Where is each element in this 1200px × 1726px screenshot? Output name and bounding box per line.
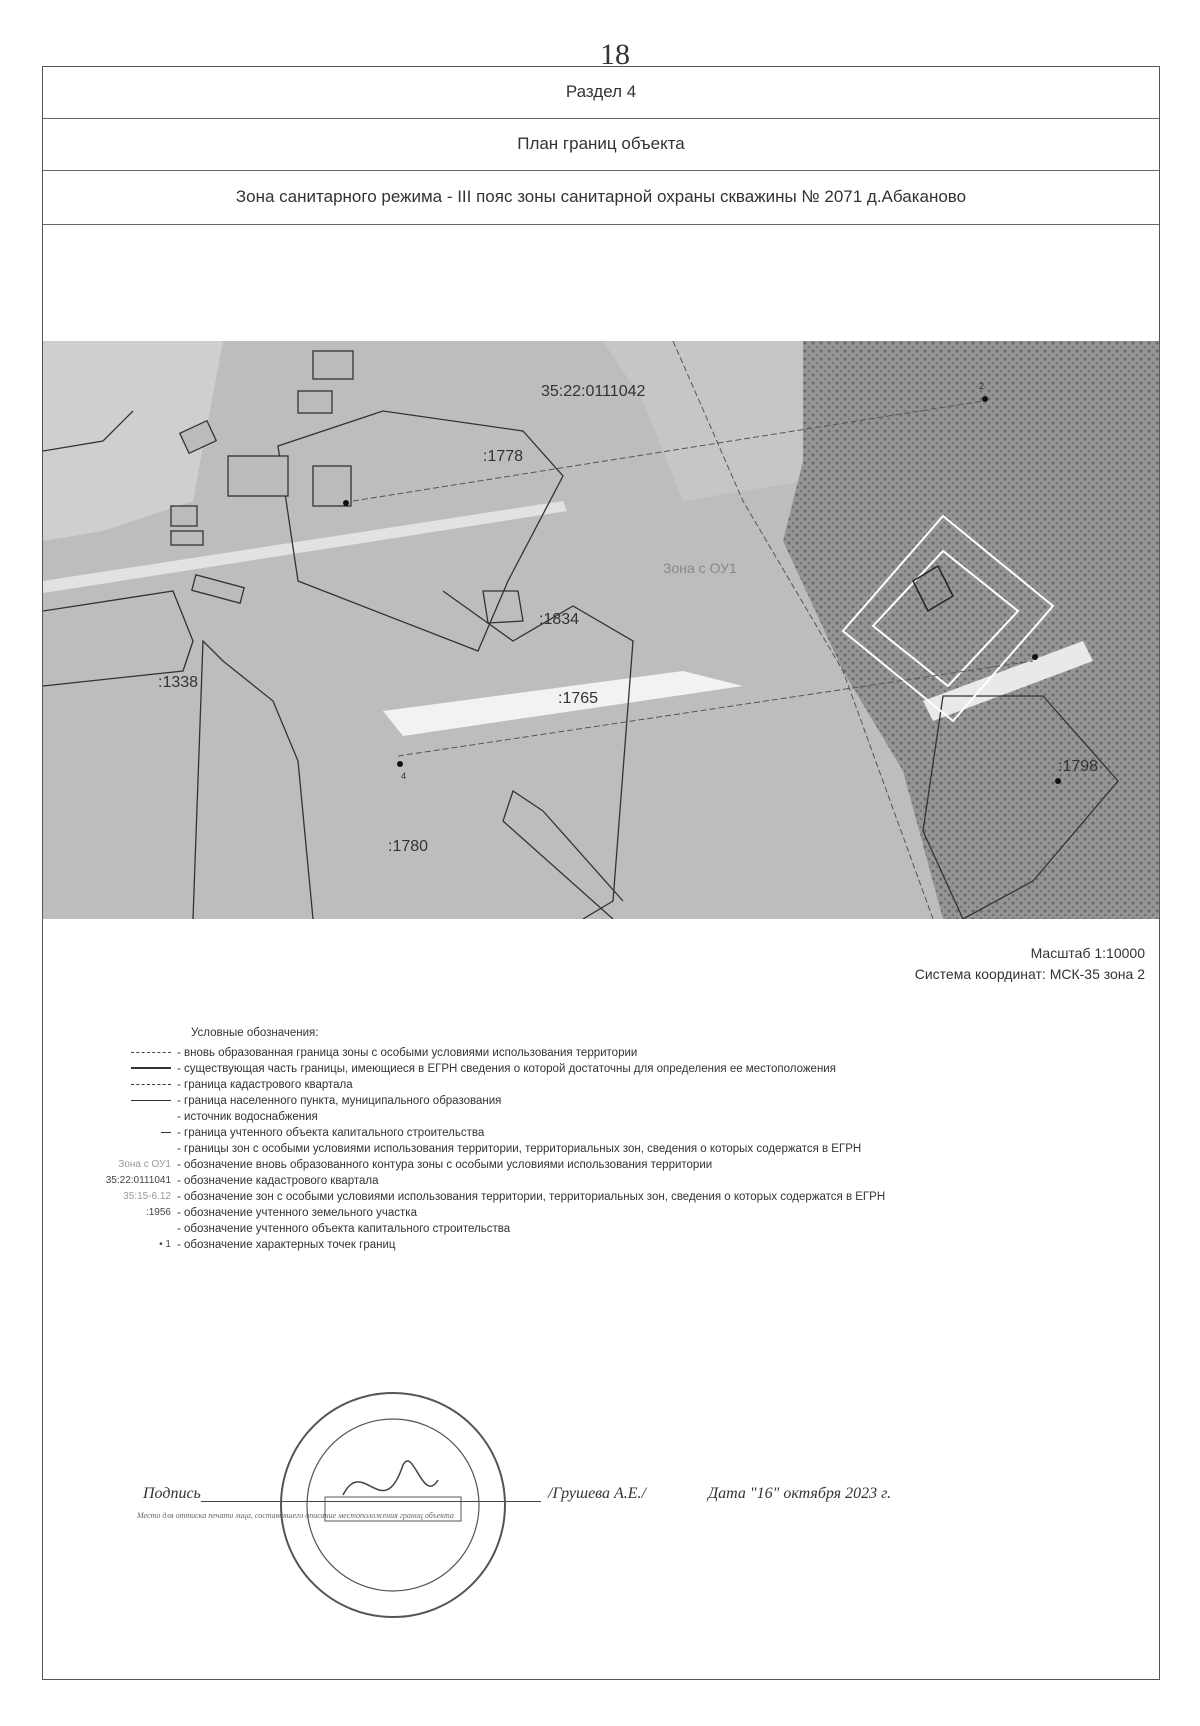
boundary-point [343, 500, 349, 506]
legend-text: - обозначение учтенного объекта капитального строительства [177, 1223, 511, 1235]
legend-symbol-existing-boundary [43, 1061, 171, 1077]
signature-label: Подпись [143, 1485, 201, 1502]
legend-text: - обозначение зон с особыми условиями использования территории, территориальных зон, сведения о которых содержатся в ЕГРН [177, 1191, 886, 1203]
signature-scribble [343, 1461, 438, 1495]
legend-text: - обозначение учтенного земельного участка [177, 1207, 417, 1219]
legend-symbol-settlement-boundary [43, 1093, 171, 1109]
plan-title: План границ объекта [43, 119, 1159, 171]
label-parcel-1765: :1765 [558, 690, 599, 707]
boundary-point [982, 396, 988, 402]
scale-block [915, 943, 1145, 985]
legend-symbol-egrn-zone-label: 35:15-6.12 [123, 1191, 171, 1202]
scale-text: Масштаб 1:10000 [1030, 945, 1145, 961]
signature-date: Дата "16" октября 2023 г. [708, 1485, 892, 1502]
page-number: 18 [600, 38, 630, 71]
label-point-2: 2 [979, 381, 985, 391]
forest-area [783, 341, 1159, 919]
legend-text: - граница населенного пункта, муниципального образования [177, 1095, 502, 1107]
building [313, 466, 351, 506]
label-parcel-1338: :1338 [158, 674, 199, 691]
cadastral-engineer-stamp [273, 1385, 513, 1625]
building [313, 351, 353, 379]
boundary-point [397, 761, 403, 767]
label-point-4: 4 [401, 771, 407, 781]
map-drawing [43, 341, 1159, 919]
boundary-point [1055, 778, 1061, 784]
legend-symbol-zone-label: Зона с ОУ1 [118, 1159, 171, 1170]
cadastral-map [43, 341, 1159, 919]
building [171, 506, 197, 526]
parcel-1765-boundary [443, 591, 633, 919]
label-parcel-1834: :1834 [539, 611, 580, 628]
legend-symbol-point: • 1 [159, 1239, 171, 1250]
crs-text: Система координат: МСК-35 зона 2 [914, 966, 1145, 982]
legend-symbol-building-boundary [43, 1125, 171, 1141]
document-frame [42, 66, 1160, 1680]
building [192, 575, 244, 603]
legend-title: Условные обозначения: [191, 1027, 319, 1039]
label-parcel-1778: :1778 [483, 448, 524, 465]
zone-title: Зона санитарного режима - III пояс зоны санитарной охраны скважины № 2071 д.Абаканово [43, 171, 1159, 225]
boundary-point [1032, 654, 1038, 660]
legend-text: - границы зон с особыми условиями использования территории, территориальных зон, сведения о которых содержатся в ЕГРН [177, 1143, 862, 1155]
label-quarter: 35:22:0111042 [541, 383, 646, 400]
section-title: Раздел 4 [43, 67, 1159, 119]
parcel-1834-boundary [483, 591, 523, 623]
legend-text: - обозначение вновь образованного контура зоны с особыми условиями использования территории [177, 1159, 713, 1171]
boundary [503, 791, 623, 919]
label-parcel-1780: :1780 [388, 838, 429, 855]
label-zone: Зона с ОУ1 [663, 560, 737, 576]
building [171, 531, 203, 545]
legend-text: - обозначение характерных точек границ [177, 1239, 396, 1251]
legend-symbol-new-boundary [43, 1045, 171, 1061]
legend-text: - обозначение кадастрового квартала [177, 1175, 379, 1187]
stamp-note: Место для оттиска печати лица, составившего описание местоположения границ объекта [137, 1511, 454, 1520]
legend-symbol-quarter-boundary [43, 1077, 171, 1093]
stamp-title-box [325, 1497, 461, 1521]
label-parcel-1798: :1798 [1058, 758, 1099, 775]
building [228, 456, 288, 496]
parcel-1780-boundary [193, 641, 313, 919]
building [298, 391, 332, 413]
legend-symbol-quarter-label: 35:22:0111041 [105, 1175, 171, 1186]
legend-symbol-parcel-label: :1956 [145, 1207, 171, 1218]
legend-text: - вновь образованная граница зоны с особыми условиями использования территории [177, 1047, 638, 1059]
legend-text: - источник водоснабжения [177, 1111, 318, 1123]
legend-text: - граница кадастрового квартала [177, 1079, 353, 1091]
signature-name: /Грушева А.Е./ [548, 1485, 646, 1502]
legend-text: - существующая часть границы, имеющиеся в ЕГРН сведения о которой достаточны для определения ее местоположения [177, 1063, 836, 1075]
parcel-1338-boundary [43, 591, 193, 686]
legend-text: - граница учтенного объекта капитального строительства [177, 1127, 485, 1139]
